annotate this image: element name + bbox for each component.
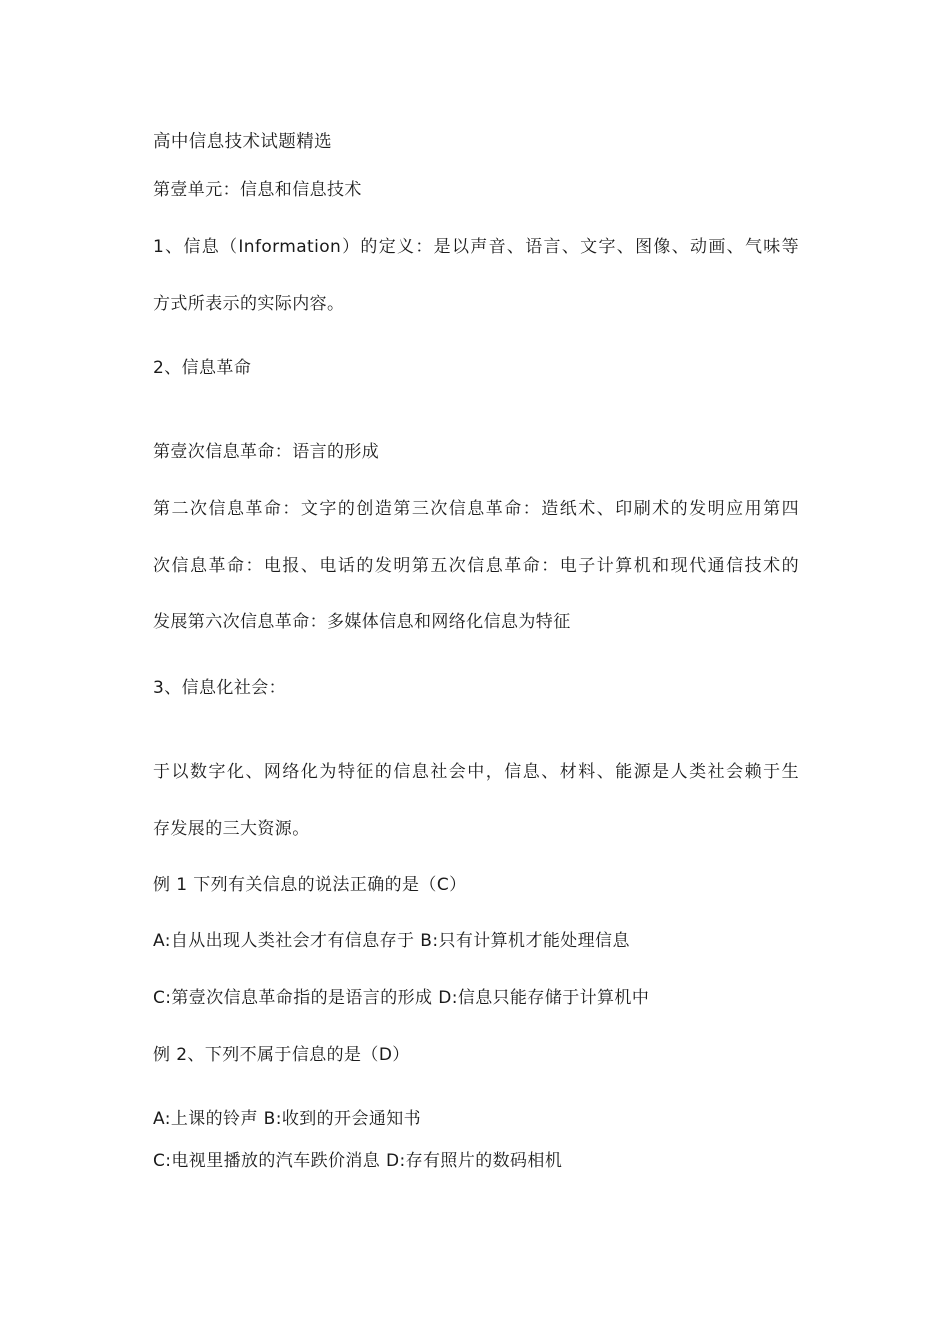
answer-options: A:自从出现人类社会才有信息存于 B:只有计算机才能处理信息: [153, 931, 630, 951]
paragraph-line: 发展第六次信息革命：多媒体信息和网络化信息为特征: [153, 612, 571, 632]
answer-options: A:上课的铃声 B:收到的开会通知书: [153, 1109, 422, 1129]
document-title: 高中信息技术试题精选: [153, 132, 332, 152]
paragraph-line: 次信息革命：电报、电话的发明第五次信息革命：电子计算机和现代通信技术的: [153, 556, 799, 576]
example-question: 例 1 下列有关信息的说法正确的是（C）: [153, 875, 467, 895]
answer-options: C:电视里播放的汽车跌价消息 D:存有照片的数码相机: [153, 1151, 563, 1171]
paragraph-line: 1、信息（Information）的定义：是以声音、语言、文字、图像、动画、气味等: [153, 237, 799, 257]
paragraph-line: 第壹次信息革命：语言的形成: [153, 442, 380, 462]
answer-options: C:第壹次信息革命指的是语言的形成 D:信息只能存储于计算机中: [153, 988, 650, 1008]
paragraph-line: 第二次信息革命：文字的创造第三次信息革命：造纸术、印刷术的发明应用第四: [153, 499, 799, 519]
section-heading: 3、信息化社会：: [153, 678, 287, 698]
section-heading: 2、信息革命: [153, 358, 252, 378]
paragraph-line: 存发展的三大资源。: [153, 819, 310, 839]
paragraph-line: 于以数字化、网络化为特征的信息社会中，信息、材料、能源是人类社会赖于生: [153, 762, 799, 782]
example-question: 例 2、下列不属于信息的是（D）: [153, 1045, 410, 1065]
unit-heading: 第壹单元：信息和信息技术: [153, 180, 362, 200]
paragraph-line: 方式所表示的实际内容。: [153, 294, 345, 314]
